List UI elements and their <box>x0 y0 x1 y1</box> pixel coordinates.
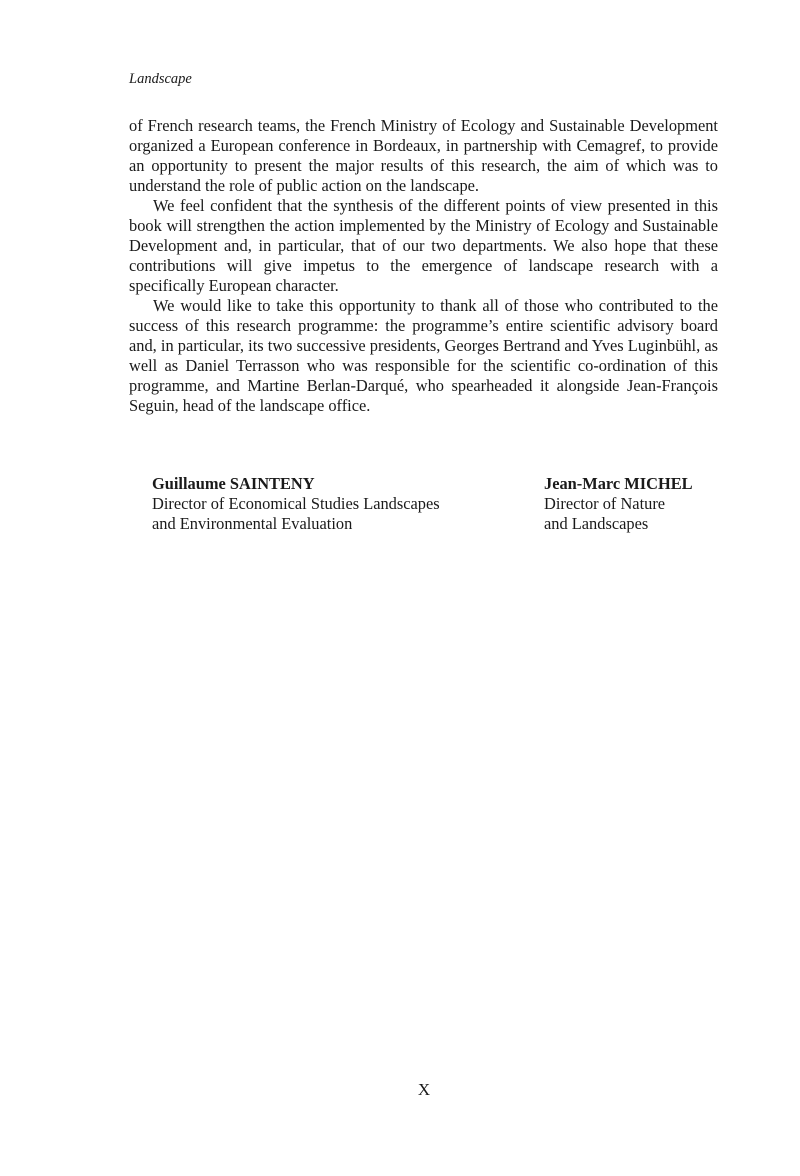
signature-block-michel <box>544 474 744 534</box>
signature-block-sainteny <box>152 474 492 534</box>
paragraph: We would like to take this opportunity to thank all of those who contributed to the success of this research programme: the programme’s entire scientific advisory board and, in particular, its two successive presidents, Georges Bertrand and Yves Luginbühl, as well as Daniel Terrasson who was responsible for the scientific co-ordination of this programme, and Martine Berlan-Darqué, who spearheaded it alongside Jean-François Seguin, head of the landscape office. <box>129 296 718 415</box>
running-head: Landscape <box>129 71 192 87</box>
body-text <box>129 116 718 416</box>
page-number: X <box>417 1080 431 1099</box>
signatory-title-line: Director of Nature <box>544 494 666 513</box>
signatory-name: Guillaume SAINTENY <box>152 474 315 493</box>
paragraph: We feel confident that the synthesis of the different points of view presented in this book will strengthen the action implemented by the Ministry of Ecology and Sustainable Development and, in particular, that of our two departments. We also hope that these contributions will give impetus to the emergence of landscape research with a specifically European character. <box>129 196 718 295</box>
signatory-name: Jean-Marc MICHEL <box>544 474 693 493</box>
signatory-title-line: and Environmental Evaluation <box>152 514 353 533</box>
paragraph: of French research teams, the French Ministry of Ecology and Sustainable Development organized a European conference in Bordeaux, in partnership with Cemagref, to provide an opportunity to present the major results of this research, the aim of which was to understand the role of public action on the landscape. <box>129 116 718 195</box>
signatory-title-line: Director of Economical Studies Landscapes <box>152 494 440 513</box>
signatory-title-line: and Landscapes <box>544 514 649 533</box>
